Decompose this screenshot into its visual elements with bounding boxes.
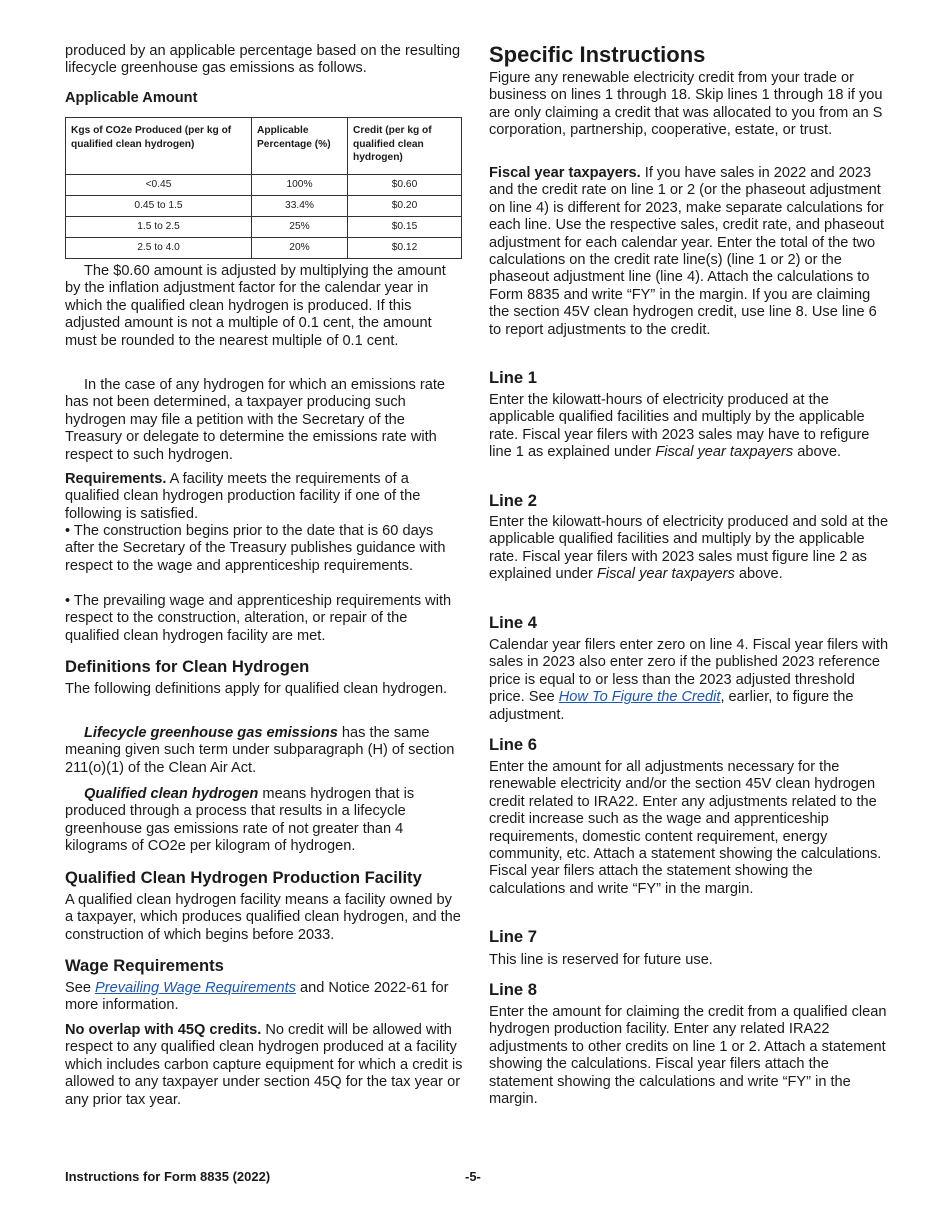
wage-heading: Wage Requirements xyxy=(65,956,224,975)
adjustment-paragraph: The $0.60 amount is adjusted by multiplying the amount by the inflation adjustment factor for the calendar year in which the qualified clean hydrogen is produced. If this adjusted amount is not a multiple of 0.1 cent, the amount must be rounded to the nearest multiple of 0.1 cent. xyxy=(65,263,446,349)
definitions-heading: Definitions for Clean Hydrogen xyxy=(65,657,310,676)
cell: $0.15 xyxy=(348,217,462,238)
cell: $0.12 xyxy=(348,238,462,259)
line7-heading: Line 7 xyxy=(489,927,537,946)
cell: 2.5 to 4.0 xyxy=(66,238,252,259)
bullet-item xyxy=(65,593,463,645)
definition-text: has the same meaning given such term under subparagraph (H) of section 211(o)(1) of the Clean Air Act. xyxy=(65,725,455,776)
text: and Notice 2022-61 for more information. xyxy=(65,980,449,1014)
definitions-intro: The following definitions apply for qualified clean hydrogen. xyxy=(65,681,448,697)
cell: 100% xyxy=(252,175,348,196)
text: , earlier, to figure the adjustment. xyxy=(489,689,854,723)
line7-paragraph: This line is reserved for future use. xyxy=(489,952,713,968)
facility-heading: Qualified Clean Hydrogen Production Facility xyxy=(65,868,422,887)
line4-heading: Line 4 xyxy=(489,613,537,632)
overlap-lead: No overlap with 45Q credits. xyxy=(65,1022,262,1038)
text: Calendar year filers enter zero on line 4. Fiscal year filers with sales in 2023 also enter zero if the published 2023 reference price is equal to or less than the 2023 adjusted threshold price. See xyxy=(489,637,889,706)
line2-paragraph xyxy=(489,514,889,584)
fiscal-year-lead: Fiscal year taxpayers. xyxy=(489,165,641,181)
requirements-text: A facility meets the requirements of a qualified clean hydrogen production facility if one of the following is satisfied. xyxy=(65,471,421,522)
qch-definition xyxy=(65,786,463,856)
table-title: Applicable Amount xyxy=(65,90,198,106)
intro-paragraph: produced by an applicable percentage based on the resulting lifecycle greenhouse gas emissions as follows. xyxy=(65,43,461,77)
cell: 1.5 to 2.5 xyxy=(66,217,252,238)
text: Enter the kilowatt-hours of electricity produced and sold at the applicable qualified facilities and multiply by the applicable rate. Fiscal year filers with 2023 sales must figure line 2 as explained under xyxy=(489,514,889,583)
cell: 0.45 to 1.5 xyxy=(66,196,252,217)
cell: $0.60 xyxy=(348,175,462,196)
page-number: -5- xyxy=(465,1169,481,1184)
column-header: Kgs of CO2e Produced (per kg of qualified clean hydrogen) xyxy=(66,118,252,175)
text: Enter the kilowatt-hours of electricity produced at the applicable qualified facilities and multiply by the applicable rate. Fiscal year filers with 2023 sales may have to refigure line 1 as explained under xyxy=(489,392,870,461)
fiscal-year-paragraph xyxy=(489,165,889,339)
line8-paragraph: Enter the amount for claiming the credit from a qualified clean hydrogen production facility. Enter any related IRA22 adjustments to other credits on line 1 or 2. Attach a statement showing the calculations. Fiscal year filers attach the statement showing the calculations and write “FY” in the margin. xyxy=(489,1004,887,1108)
term: Qualified clean hydrogen xyxy=(84,786,259,802)
reference: Fiscal year taxpayers xyxy=(655,444,794,461)
bullet-icon: • xyxy=(65,523,74,539)
overlap-paragraph xyxy=(65,1022,463,1109)
cell: $0.20 xyxy=(348,196,462,217)
line1-paragraph xyxy=(489,392,889,462)
table-row xyxy=(66,238,462,259)
requirements-lead: Requirements. xyxy=(65,471,167,487)
line4-paragraph xyxy=(489,637,889,724)
cell: 33.4% xyxy=(252,196,348,217)
column-header: Credit (per kg of qualified clean hydrogen) xyxy=(348,118,462,175)
text: above. xyxy=(734,566,783,583)
bullet-item xyxy=(65,523,463,575)
wage-paragraph xyxy=(65,980,463,1015)
line1-heading: Line 1 xyxy=(489,368,537,387)
cell: 25% xyxy=(252,217,348,238)
bullet-text: The construction begins prior to the date that is 60 days after the Secretary of the Treasury publishes guidance with respect to the wage and apprenticeship requirements. xyxy=(65,523,446,574)
text: See xyxy=(65,980,96,996)
prevailing-wage-link[interactable]: Prevailing Wage Requirements xyxy=(95,980,296,996)
facility-paragraph: A qualified clean hydrogen facility means a facility owned by a taxpayer, which produces qualified clean hydrogen, and the construction of which begins before 2033. xyxy=(65,892,461,943)
fiscal-year-text: If you have sales in 2022 and 2023 and the credit rate on line 1 or 2 (or the phaseout adjustment on line 4) is different for 2023, make separate calculations for each line. Use the respective sales, credit rate, and phaseout adjustment for each calendar year. Enter the total of the two calculations on the credit rate line(s) (line 1 or 2) or the phaseout adjustment line (line 4). Attach the calculations to Form 8835 and write “FY” in the margin. If you are claiming the section 45V clean hydrogen credit, use line 8. Use line 6 to report adjustments to the credit. xyxy=(489,165,885,338)
table-row xyxy=(66,196,462,217)
line8-heading: Line 8 xyxy=(489,980,537,999)
line6-paragraph: Enter the amount for all adjustments necessary for the renewable electricity and/or the section 45V clean hydrogen credit related to IRA22. Enter any adjustments related to the credit increase such as the wage and apprenticeship requirements, domestic content requirement, energy community, etc. Attach a statement showing the calculations. Fiscal year filers attach the statement showing the calculations and write “FY” in the margin. xyxy=(489,759,882,897)
requirements-paragraph xyxy=(65,471,463,523)
line6-heading: Line 6 xyxy=(489,735,537,754)
table-row xyxy=(66,217,462,238)
bullet-text: The prevailing wage and apprenticeship requirements with respect to the construction, alteration, or repair of the qualified clean hydrogen facility are met. xyxy=(65,593,452,644)
table-row xyxy=(66,175,462,196)
table-header-row xyxy=(66,118,462,175)
text: above. xyxy=(793,444,842,461)
line2-heading: Line 2 xyxy=(489,491,537,510)
term: Lifecycle greenhouse gas emissions xyxy=(84,725,338,741)
footer-form-title: Instructions for Form 8835 (2022) xyxy=(65,1169,271,1184)
reference: Fiscal year taxpayers xyxy=(596,566,735,583)
lifecycle-definition xyxy=(65,725,463,777)
page-title: Specific Instructions xyxy=(489,42,706,67)
overlap-text: No credit will be allowed with respect to any qualified clean hydrogen produced at a facility which includes carbon capture equipment for which a credit is allowed to any taxpayer under section 45Q for the tax year or any prior tax year. xyxy=(65,1022,463,1108)
how-to-figure-link[interactable]: How To Figure the Credit xyxy=(558,689,721,706)
specific-intro: Figure any renewable electricity credit from your trade or business on lines 1 through 18. Skip lines 1 through 18 if you are only claiming a credit that was allocated to you from an S corporation, partnership, cooperative, estate, or trust. xyxy=(489,70,883,139)
bullet-icon: • xyxy=(65,593,74,609)
definition-text: means hydrogen that is produced through a process that results in a lifecycle greenhouse gas emissions rate of not greater than 4 kilograms of CO2e per kilogram of hydrogen. xyxy=(65,786,415,855)
column-header: Applicable Percentage (%) xyxy=(252,118,348,175)
cell: 20% xyxy=(252,238,348,259)
applicable-amount-table xyxy=(65,117,462,259)
petition-paragraph: In the case of any hydrogen for which an emissions rate has not been determined, a taxpayer producing such hydrogen may file a petition with the Secretary of the Treasury or delegate to determine the emissions rate with respect to such hydrogen. xyxy=(65,377,445,463)
cell: <0.45 xyxy=(66,175,252,196)
